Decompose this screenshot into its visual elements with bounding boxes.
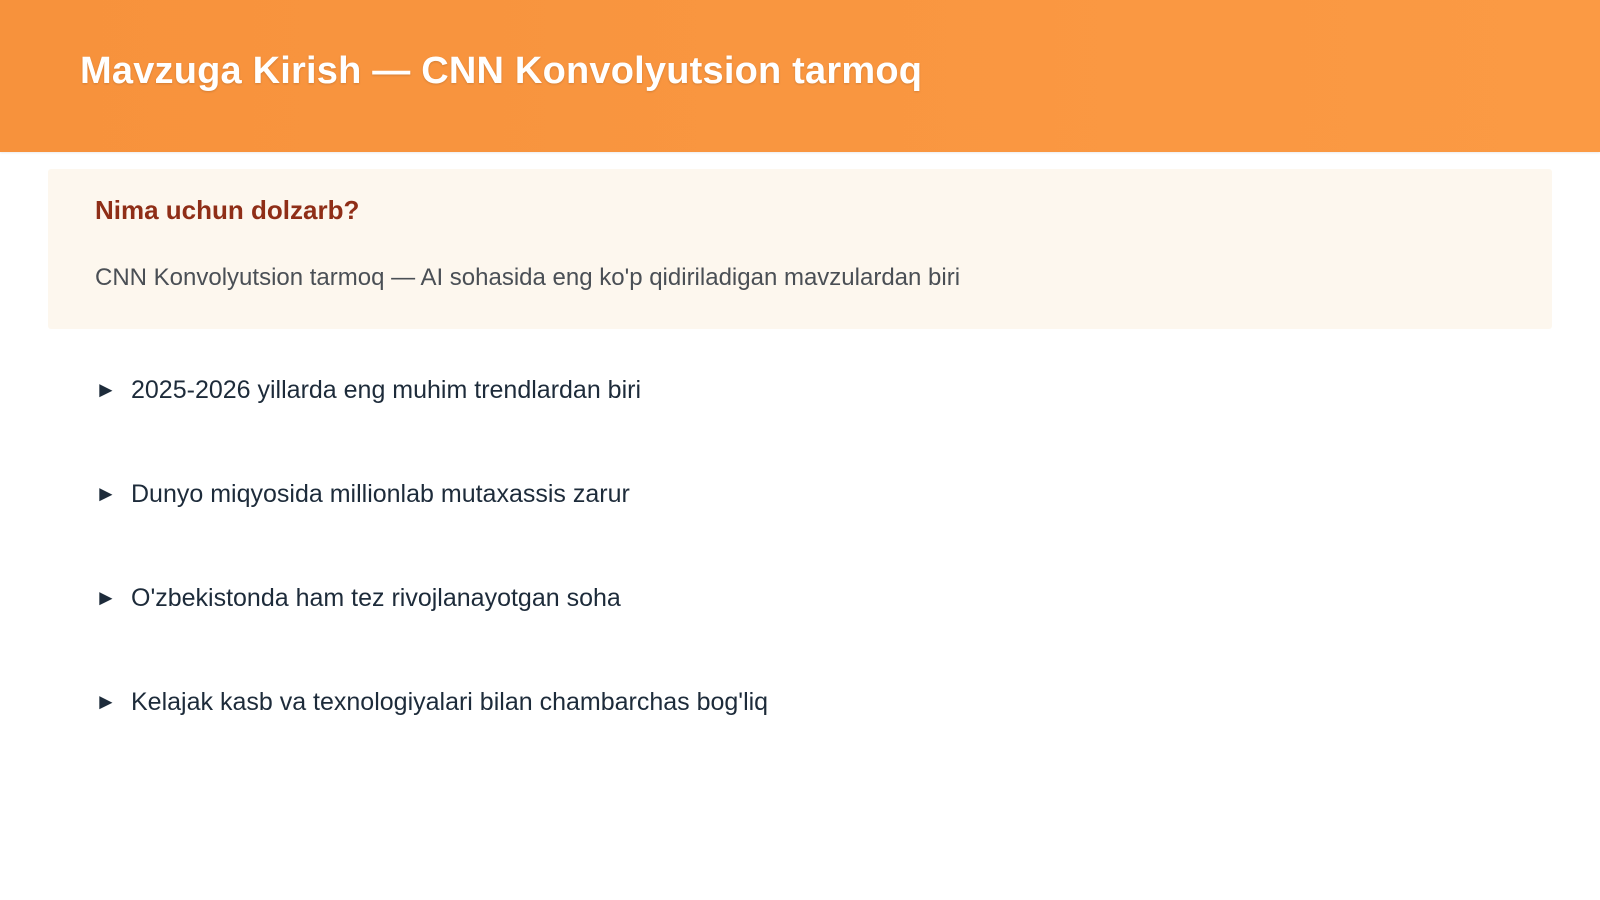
- bullet-text: 2025-2026 yillarda eng muhim trendlardan biri: [131, 376, 642, 404]
- play-arrow-icon: ►: [95, 689, 117, 714]
- callout-text: CNN Konvolyutsion tarmoq — AI sohasida eng ko'p qidiriladigan mavzulardan biri: [95, 264, 961, 291]
- bullet-text: Kelajak kasb va texnologiyalari bilan chambarchas bog'liq: [131, 688, 769, 716]
- list-item: [95, 372, 768, 476]
- list-item: [95, 580, 768, 684]
- bullet-text: O'zbekistonda ham tez rivojlanayotgan soha: [131, 584, 621, 612]
- list-item: [95, 476, 768, 580]
- slide-title: Mavzuga Kirish — CNN Konvolyutsion tarmoq: [80, 50, 923, 92]
- bullet-list: [95, 372, 768, 788]
- list-item: [95, 684, 768, 788]
- callout-box: [48, 169, 1552, 329]
- header-bar: [0, 0, 1600, 152]
- callout-heading: Nima uchun dolzarb?: [95, 195, 360, 225]
- play-arrow-icon: ►: [95, 377, 117, 402]
- play-arrow-icon: ►: [95, 585, 117, 610]
- bullet-text: Dunyo miqyosida millionlab mutaxassis zarur: [131, 480, 630, 508]
- play-arrow-icon: ►: [95, 481, 117, 506]
